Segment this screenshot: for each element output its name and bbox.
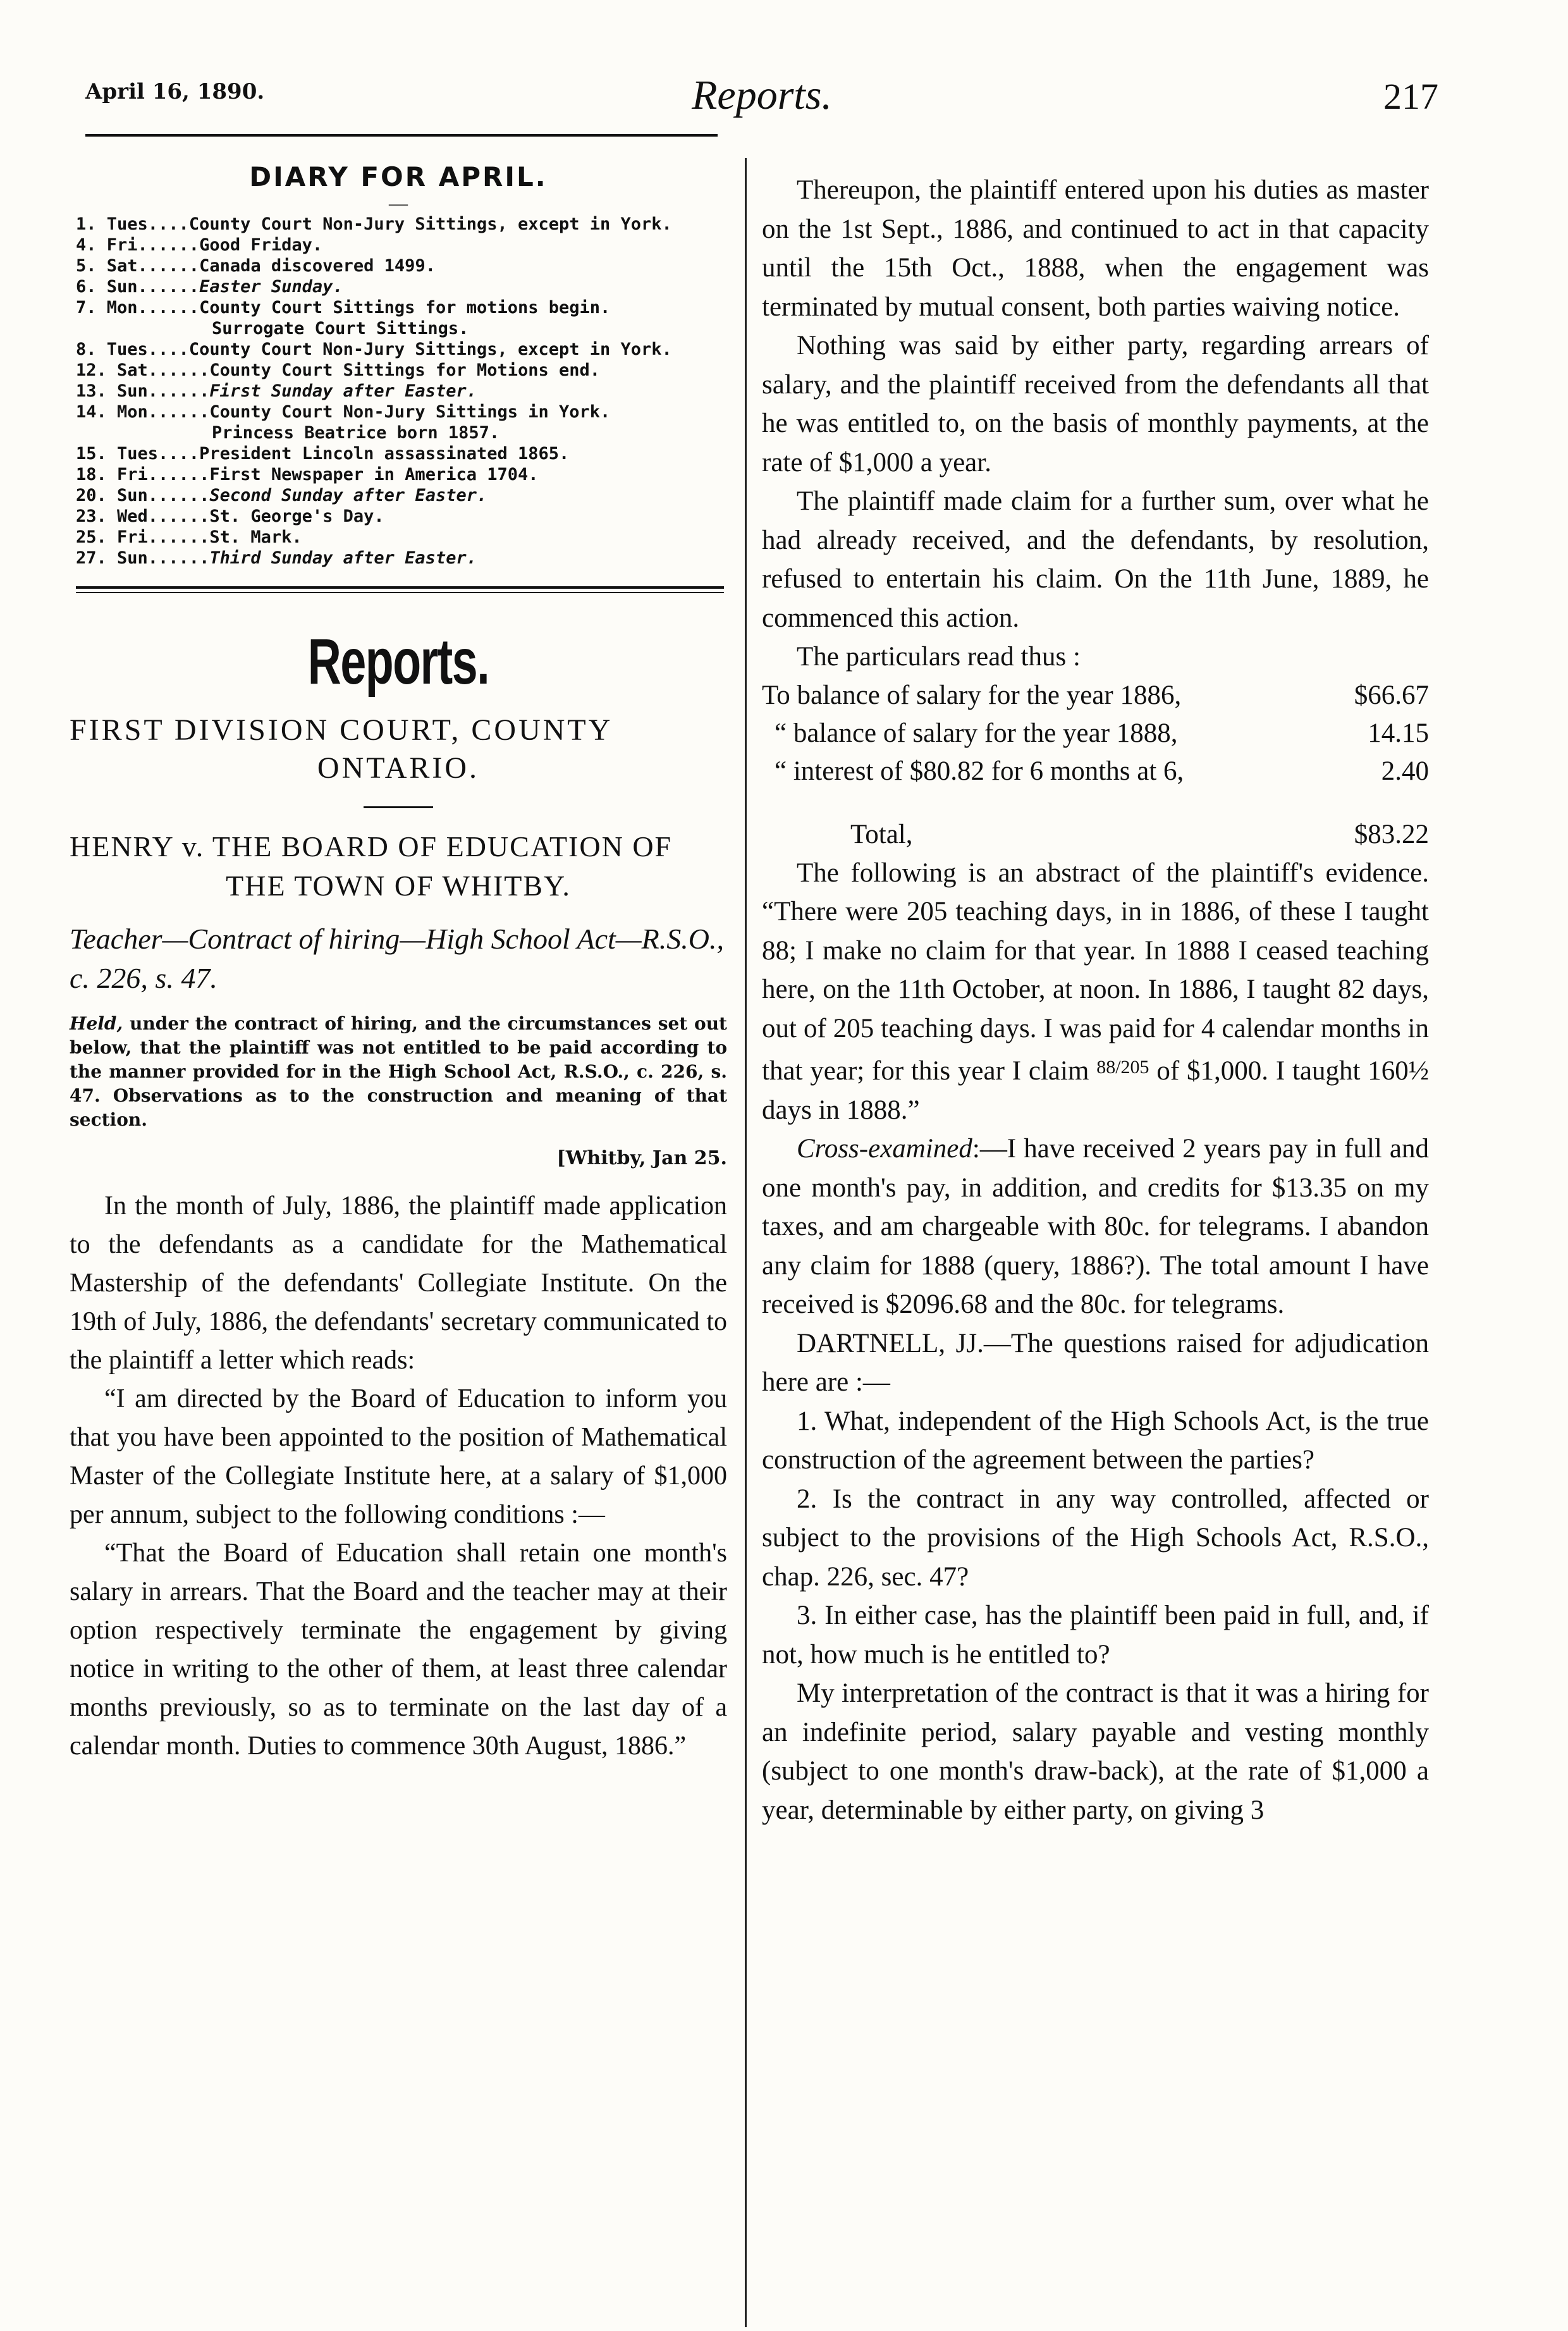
question-1: 1. What, independent of the High Schools Act, is the true construction of the agreement between the parties? bbox=[762, 1406, 1429, 1475]
diary-entry-text: Good Friday. bbox=[199, 235, 323, 255]
case-title-line-1: HENRY v. THE BOARD OF EDUCATION OF bbox=[70, 830, 673, 863]
diary-entry-day: 23. Wed...... bbox=[76, 507, 210, 526]
diary-entry-day: 7. Mon...... bbox=[76, 298, 200, 317]
diary-entry-text: President Lincoln assassinated 1865. bbox=[199, 444, 570, 464]
court-heading bbox=[70, 711, 727, 787]
particulars-label: To balance of salary for the year 1886, bbox=[762, 680, 1182, 710]
diary-entry-day: 13. Sun...... bbox=[76, 381, 210, 401]
body-paragraph: The particulars read thus : bbox=[797, 642, 1081, 672]
held-lead: Held, bbox=[70, 1013, 123, 1034]
diary-entry bbox=[76, 214, 727, 235]
court-line-2: ONTARIO. bbox=[317, 751, 480, 785]
diary-entry bbox=[76, 464, 727, 485]
left-column bbox=[70, 161, 727, 1766]
diary-entry-text: First Sunday after Easter. bbox=[209, 381, 477, 401]
particulars-amount: $66.67 bbox=[1354, 680, 1429, 710]
diary-entry-text: Canada discovered 1499. bbox=[199, 256, 436, 276]
diary-entry-text: St. Mark. bbox=[209, 527, 302, 547]
diary-entry-text: County Court Non-Jury Sittings, except in York. bbox=[188, 340, 672, 359]
particulars-amount: 14.15 bbox=[1368, 718, 1429, 748]
diary-entry-text: County Court Sittings for motions begin. bbox=[199, 298, 611, 317]
particulars-amount: 2.40 bbox=[1381, 756, 1429, 786]
diary-entry bbox=[76, 297, 727, 318]
short-rule bbox=[364, 806, 433, 808]
judgment-intro bbox=[762, 1324, 1429, 1402]
page-header bbox=[85, 66, 1438, 123]
particulars-label: “ interest of $80.82 for 6 months at 6, bbox=[775, 756, 1184, 786]
diary-entry bbox=[76, 360, 727, 381]
header-rule bbox=[85, 134, 718, 137]
diary-entry bbox=[76, 276, 727, 297]
diary-entry-text: Third Sunday after Easter. bbox=[209, 548, 477, 568]
diary-entry bbox=[76, 548, 727, 569]
body-paragraph: “That the Board of Education shall retain one month's salary in arrears. That the Board and the teacher may at their option respectively terminate the engagement by giving notice in writing to the other of them, at least three calendar months previously, so as to terminate on the last day of a calendar month. Duties to commence 30th August, 1886.” bbox=[70, 1539, 727, 1761]
page-number: 217 bbox=[1383, 76, 1438, 117]
diary-entry-day: 12. Sat...... bbox=[76, 360, 210, 380]
diary-entry-day: 6. Sun...... bbox=[76, 277, 200, 297]
diary-entry bbox=[76, 485, 727, 506]
diary-entry bbox=[76, 255, 727, 276]
diary-entry bbox=[76, 527, 727, 548]
section-heading: Reports. bbox=[307, 625, 489, 698]
diary-entry-text: County Court Non-Jury Sittings, except in York. bbox=[188, 214, 672, 234]
question-2: 2. Is the contract in any way controlled, affected or subject to the provisions of the High Schools Act, R.S.O., chap. 226, sec. 47? bbox=[762, 1484, 1429, 1592]
diary-entry bbox=[76, 339, 727, 360]
body-paragraph: My interpretation of the contract is that it was a hiring for an indefinite period, salary payable and vesting monthly (subject to one month's draw-back), at the rate of $1,000 a year, determinable by either party, on giving 3 bbox=[762, 1678, 1429, 1825]
diary-entry-day: 4. Fri...... bbox=[76, 235, 200, 255]
diary-entry-text: Easter Sunday. bbox=[199, 277, 343, 297]
diary-entry-day: 8. Tues.... bbox=[76, 340, 189, 359]
held-text: under the contract of hiring, and the circumstances set out below, that the plaintiff was not entitled to be paid according to the manner provided for in the High School Act, R.S.O., c. 226, s. 47. bbox=[70, 1013, 727, 1106]
fraction: 88/205 bbox=[1096, 1057, 1149, 1078]
diary-entry-text: Princess Beatrice born 1857. bbox=[212, 423, 500, 443]
diary-entry bbox=[76, 402, 727, 422]
court-line-1: FIRST DIVISION COURT, COUNTY bbox=[70, 713, 613, 747]
headnote: Teacher—Contract of hiring—High School Act—R.S.O., c. 226, s. 47. bbox=[70, 923, 724, 994]
right-column bbox=[762, 171, 1429, 1830]
particulars-row bbox=[762, 753, 1429, 790]
diary-entry bbox=[76, 235, 727, 255]
body-paragraph: “I am directed by the Board of Education to inform you that you have been appointed to the position of Mathematical Master of the Collegiate Institute here, at a salary of $1,000 per annum, subject to the following conditions :— bbox=[70, 1384, 727, 1529]
particulars-table bbox=[762, 677, 1429, 854]
evidence-text-b: of $1,000. I taught 160½ days in 1888.” bbox=[762, 1056, 1430, 1125]
diary-dash: — bbox=[389, 193, 408, 214]
judge-name: DARTNELL, JJ. bbox=[797, 1328, 984, 1358]
body-paragraph: In the month of July, 1886, the plaintiff made application to the defendants as a candidate for the Mathematical Mastership of the defendants' Collegiate Institute. On the 19th of July, 1886, the defendants' secretary communicated to the plaintiff a letter which reads: bbox=[70, 1191, 727, 1375]
diary-entry-day: 25. Fri...... bbox=[76, 527, 210, 547]
left-body bbox=[70, 1187, 727, 1766]
held-summary bbox=[70, 1012, 727, 1132]
question-3: 3. In either case, has the plaintiff been paid in full, and, if not, how much is he entitled to? bbox=[762, 1601, 1429, 1670]
particulars-label: “ balance of salary for the year 1888, bbox=[775, 718, 1178, 748]
particulars-row bbox=[762, 715, 1429, 753]
diary-entry bbox=[76, 506, 727, 527]
cross-label: Cross-examined bbox=[797, 1134, 972, 1164]
diary-entry-text: Second Sunday after Easter. bbox=[209, 486, 487, 505]
diary-entry bbox=[76, 422, 727, 443]
diary-entry-text: County Court Non-Jury Sittings in York. bbox=[209, 402, 611, 422]
judgment-text: —The questions raised for adjudication here are :— bbox=[762, 1328, 1429, 1397]
issue-date: April 16, 1890. bbox=[85, 79, 265, 104]
case-title bbox=[70, 827, 727, 906]
diary-entry bbox=[76, 381, 727, 402]
cross-text: :—I have received 2 years pay in full and one month's pay, in addition, and credits for $13.35 on my taxes, and am chargeable with 80c. for telegrams. I abandon any claim for 1888 (query, 1886?). The total amount I have received is $2096.68 and the 80c. for telegrams. bbox=[762, 1134, 1429, 1319]
particulars-total-row bbox=[762, 816, 1429, 854]
dateline: [Whitby, Jan 25. bbox=[556, 1147, 727, 1169]
diary-entry bbox=[76, 443, 727, 464]
body-paragraph: The plaintiff made claim for a further sum, over what he had already received, and the defendants, by resolution, refused to entertain his claim. On the 11th June, 1889, he commenced this action. bbox=[762, 486, 1429, 633]
particulars-row bbox=[762, 677, 1429, 715]
case-title-line-2: THE TOWN OF WHITBY. bbox=[226, 870, 571, 902]
body-paragraph: Thereupon, the plaintiff entered upon his duties as master on the 1st Sept., 1886, and continued to act in that capacity until the 15th Oct., 1888, when the engagement was terminated by mutual consent, both parties waiving notice. bbox=[762, 175, 1429, 322]
total-label: Total, bbox=[850, 819, 913, 849]
diary-entry bbox=[76, 318, 727, 339]
held-observations: Observations as to the construction and meaning of that section. bbox=[70, 1085, 728, 1130]
diary-entry-day: 18. Fri...... bbox=[76, 465, 210, 484]
evidence-paragraph bbox=[762, 854, 1429, 1130]
diary-entry-day: 27. Sun...... bbox=[76, 548, 210, 568]
total-amount: $83.22 bbox=[1354, 819, 1429, 849]
diary-entry-text: First Newspaper in America 1704. bbox=[209, 465, 539, 484]
column-divider bbox=[745, 158, 747, 2327]
diary-entry-text: County Court Sittings for Motions end. bbox=[209, 360, 601, 380]
diary-entry-day: 5. Sat...... bbox=[76, 256, 200, 276]
diary-entry-text: Surrogate Court Sittings. bbox=[212, 319, 469, 338]
body-paragraph: Nothing was said by either party, regarding arrears of salary, and the plaintiff received from the defendants all that he was entitled to, on the basis of monthly payments, at the rate of $1,000 a year. bbox=[762, 331, 1429, 477]
running-title: Reports. bbox=[692, 72, 832, 118]
diary-entry-day: 15. Tues.... bbox=[76, 444, 200, 464]
diary-end-rule bbox=[76, 586, 724, 593]
cross-examination bbox=[762, 1129, 1429, 1324]
diary-title: DIARY FOR APRIL. bbox=[249, 161, 548, 192]
diary-entry-text: St. George's Day. bbox=[209, 507, 384, 526]
diary-entry-day: 20. Sun...... bbox=[76, 486, 210, 505]
diary-list bbox=[70, 214, 727, 569]
diary-entry-day: 1. Tues.... bbox=[76, 214, 189, 234]
evidence-text-a: The following is an abstract of the plaintiff's evidence. “There were 205 teaching days, in in 1886, of these I taught 88; I make no claim for that year. In 1888 I ceased teaching here, on the 11th October, at noon. In 1886, I taught 82 days, out of 205 teaching days. I was paid for 4 calendar months in that year; for this year I claim bbox=[762, 858, 1429, 1086]
diary-entry-day: 14. Mon...... bbox=[76, 402, 210, 422]
